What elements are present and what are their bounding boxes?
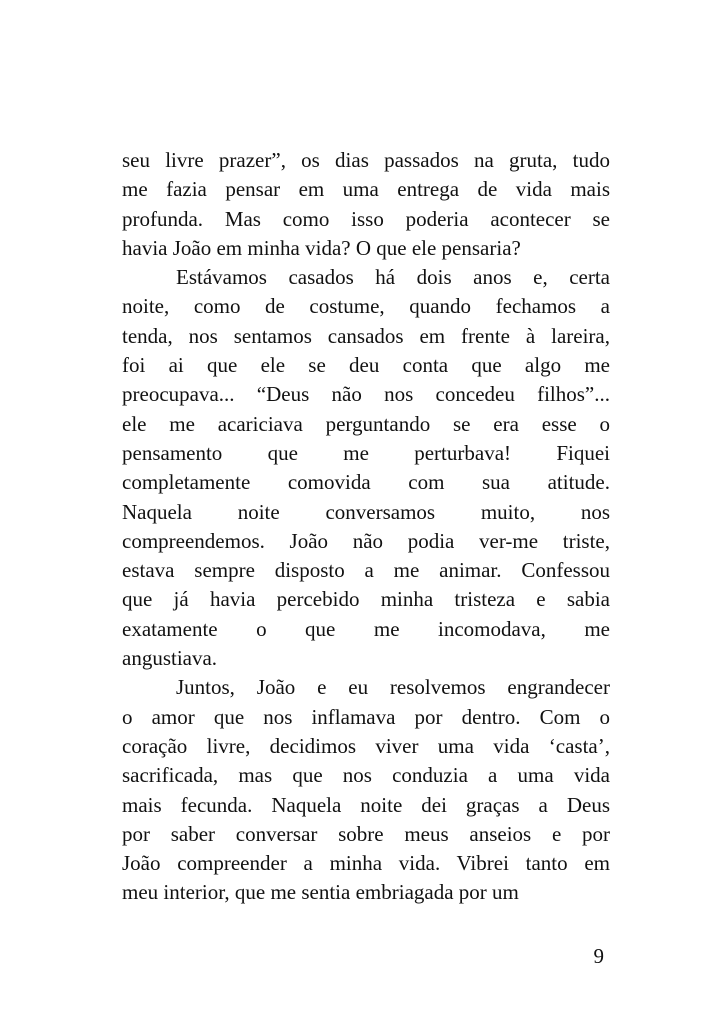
text-line: angustiava.: [122, 646, 218, 671]
text-line: ele me acariciava perguntando se era esse o: [122, 411, 610, 436]
text-line: havia João em minha vida? O que ele pensaria?: [122, 235, 521, 260]
text-line: Estávamos casados há dois anos e, certa: [176, 265, 610, 290]
text-line: que já havia percebido minha tristeza e sabia: [122, 587, 610, 612]
text-line: tenda, nos sentamos cansados em frente à lareira,: [122, 323, 610, 348]
text-line: compreendemos. João não podia ver-me triste,: [122, 528, 610, 553]
text-line: pensamento que me perturbava! Fiquei: [122, 440, 610, 465]
text-line: mais fecunda. Naquela noite dei graças a Deus: [122, 792, 610, 817]
text-line: profunda. Mas como isso poderia acontecer se: [122, 206, 610, 231]
text-line: Naquela noite conversamos muito, nos: [122, 499, 610, 524]
text-line: o amor que nos inflamava por dentro. Com o: [122, 704, 610, 729]
text-line: Juntos, João e eu resolvemos engrandecer: [176, 675, 610, 700]
text-line: sacrificada, mas que nos conduzia a uma vida: [122, 763, 610, 788]
text-line: exatamente o que me incomodava, me: [122, 616, 610, 641]
text-line: foi ai que ele se deu conta que algo me: [122, 353, 610, 378]
text-line: estava sempre disposto a me animar. Confessou: [122, 558, 610, 583]
page-number: 9: [593, 944, 604, 968]
body-text: [122, 146, 610, 908]
text-line: noite, como de costume, quando fechamos a: [122, 294, 610, 319]
text-line: João compreender a minha vida. Vibrei tanto em: [122, 851, 610, 876]
text-line: preocupava... “Deus não nos concedeu filhos”...: [122, 382, 610, 407]
text-line: coração livre, decidimos viver uma vida ‘casta’,: [122, 733, 610, 758]
text-line: por saber conversar sobre meus anseios e por: [122, 821, 610, 846]
text-line: seu livre prazer”, os dias passados na gruta, tudo: [122, 148, 610, 172]
text-line: me fazia pensar em uma entrega de vida mais: [122, 177, 610, 202]
text-line: completamente comovida com sua atitude.: [122, 470, 610, 495]
text-line: meu interior, que me sentia embriagada por um: [122, 880, 519, 905]
